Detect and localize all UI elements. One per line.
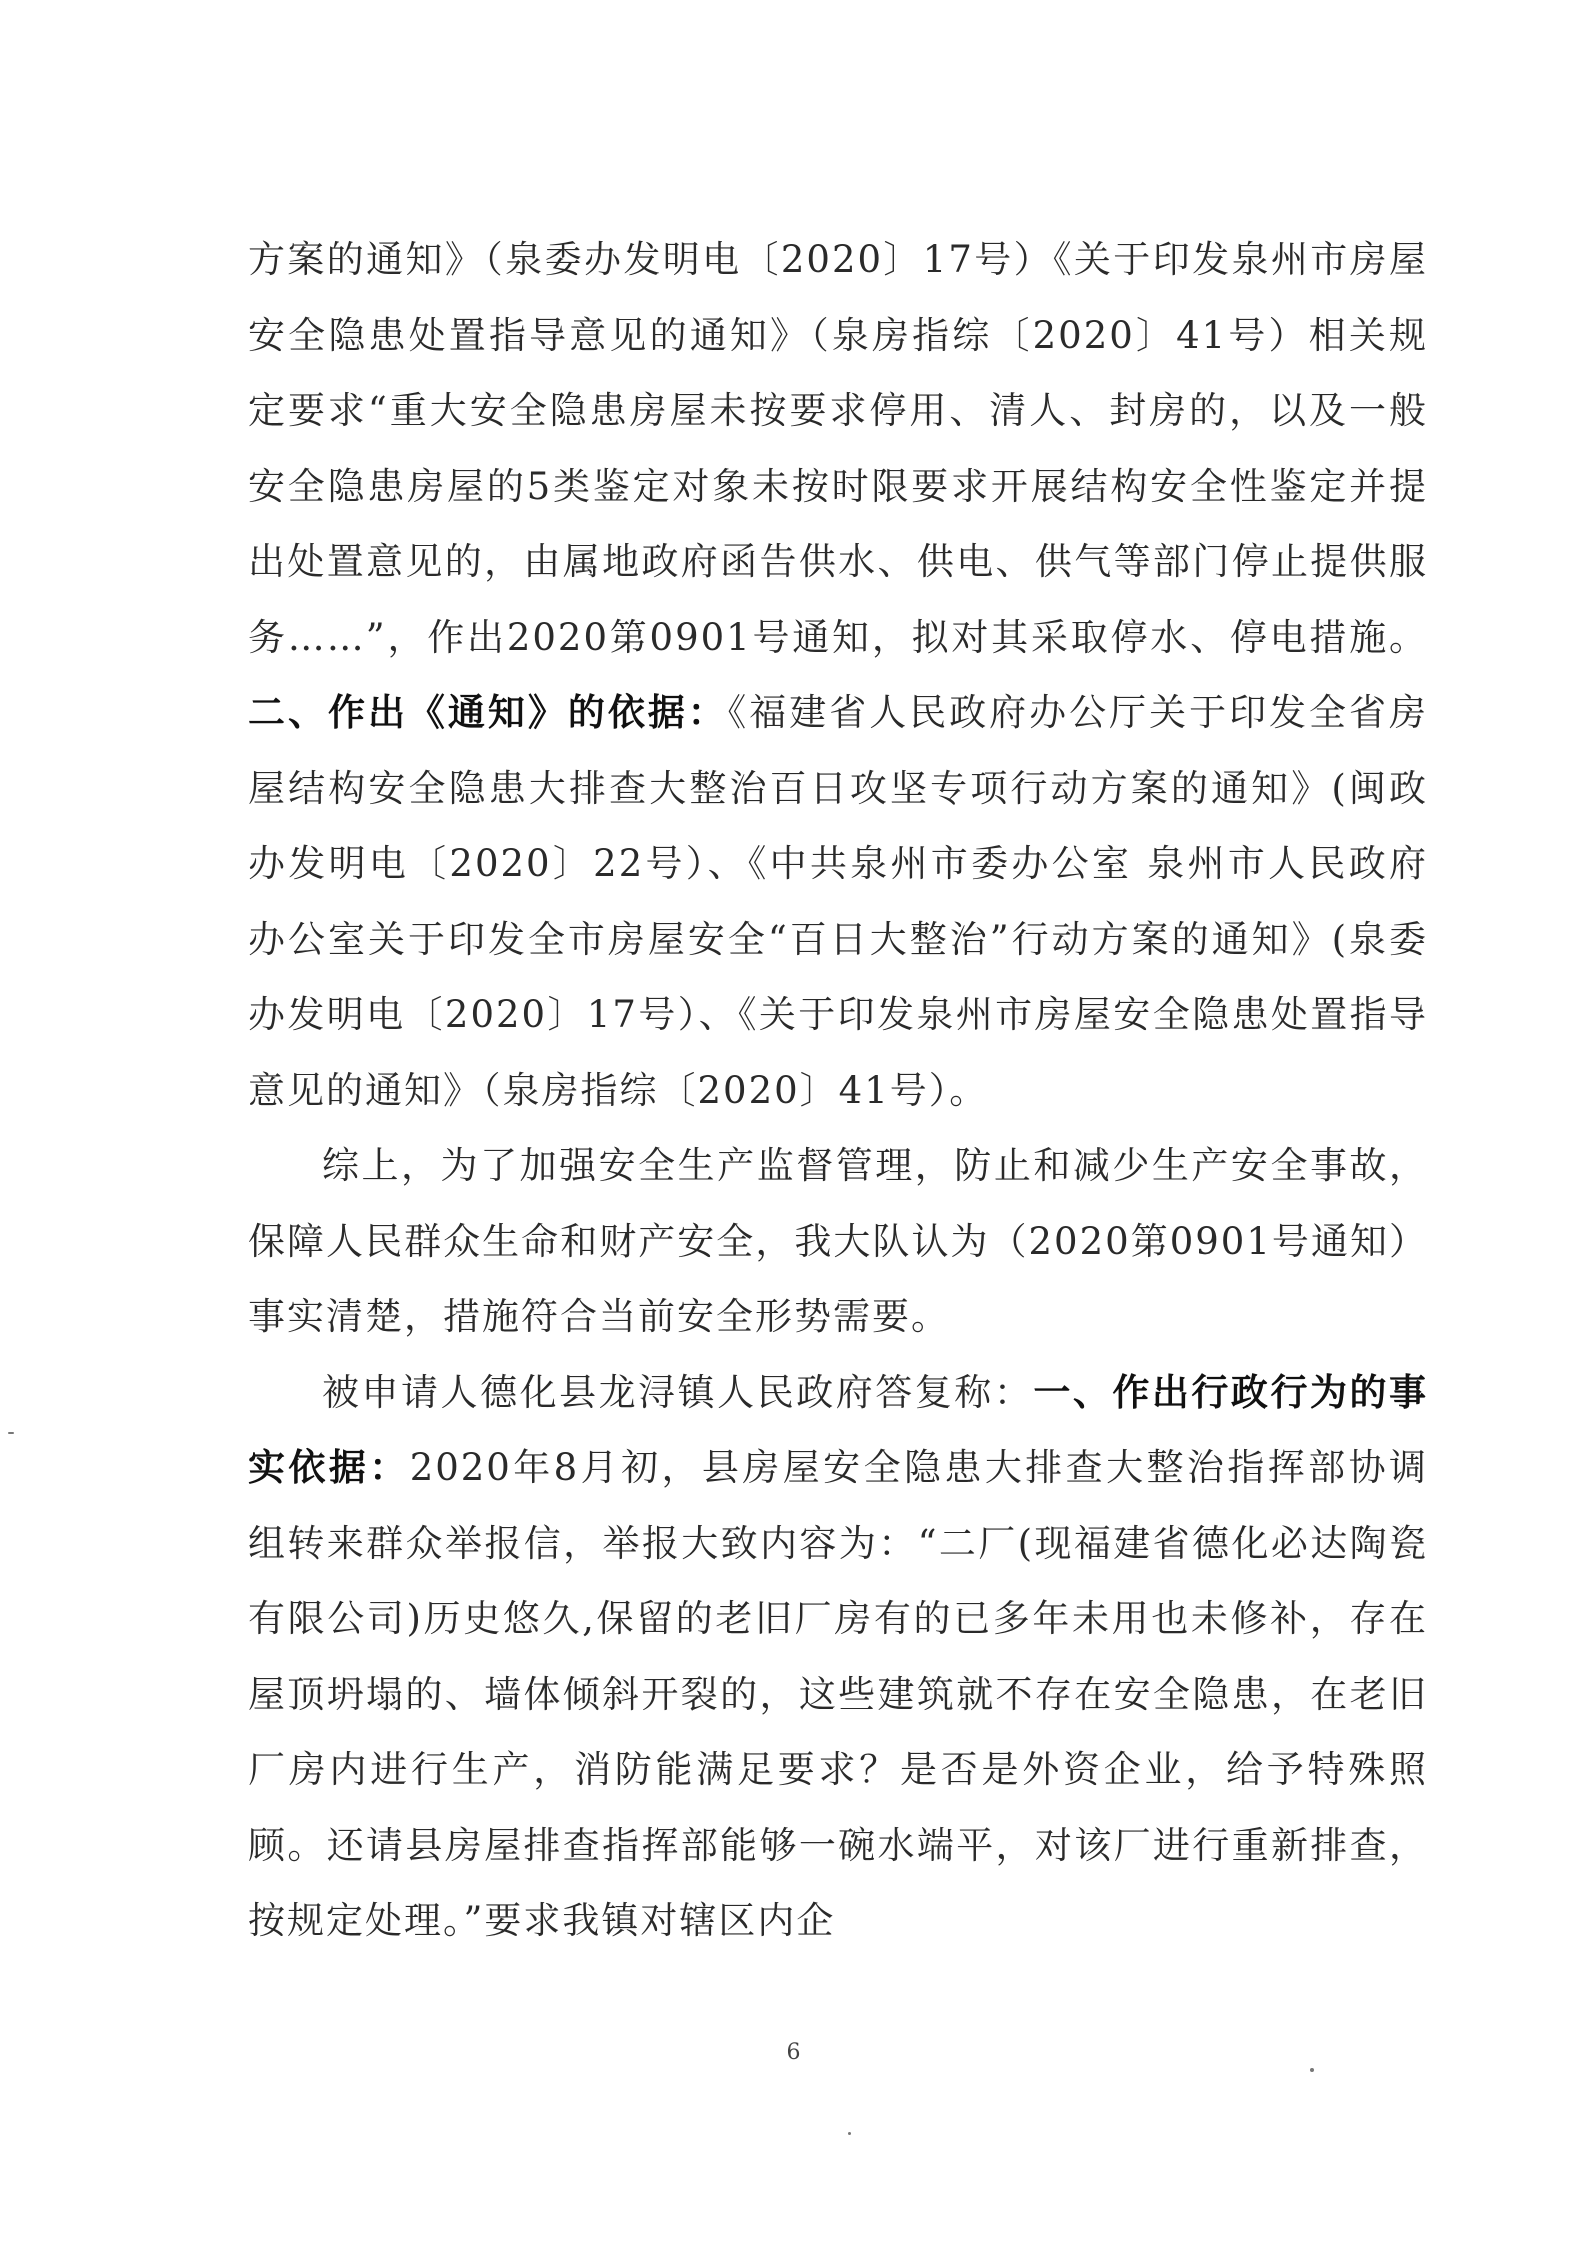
text-segment: 方案的通知》（泉委办发明电〔2020〕17号）《关于印发泉州市房屋安全隐患处置指导意见的通知》（泉房指综〔2020〕41号）相关规定要求“重大安全隐患房屋未按要求停用、清人、封房的，以及一般安全隐患房屋的5类鉴定对象未按时限要求开展结构安全性鉴定并提出处置意见的，由属地政府函告供水、供电、供气等部门停止提供服务……”，作出2020第0901号通知，拟对其采取停水、停电措施。 xyxy=(248,238,1428,659)
paragraph-respondent-reply xyxy=(248,1355,1428,1959)
heading-factual-basis: 一、作出行政行为的事实依据： xyxy=(248,1369,1429,1489)
scan-speck xyxy=(848,2132,851,2135)
text-segment: 综上，为了加强安全生产监督管理，防止和减少生产安全事故，保障人民群众生命和财产安全，我大队认为（2020第0901号通知）事实清楚，措施符合当前安全形势需要。 xyxy=(248,1144,1428,1338)
paragraph-conclusion xyxy=(248,1128,1428,1355)
paragraph-notice-basis xyxy=(248,222,1428,1128)
text-segment: 被申请人德化县龙浔镇人民政府答复称： xyxy=(322,1370,1034,1414)
scan-speck xyxy=(1310,2068,1314,2072)
heading-basis-of-notice: 二、作出《通知》的依据： xyxy=(248,690,728,734)
scan-speck xyxy=(8,1432,14,1434)
text-segment: 《福建省人民政府办公厅关于印发全省房屋结构安全隐患大排查大整治百日攻坚专项行动方案的通知》(闽政办发明电〔2020〕22号）、《中共泉州市委办公室 泉州市人民政府办公室关于印发全市房屋安全“百日大整治”行动方案的通知》(泉委办发明电〔2020〕17号）、《关于印发泉州市房屋安全隐患处置指导意见的通知》（泉房指综〔2020〕41号）。 xyxy=(248,691,1429,1112)
text-segment: 2020年8月初，县房屋安全隐患大排查大整治指挥部协调组转来群众举报信，举报大致内容为：“二厂(现福建省德化必达陶瓷有限公司)历史悠久,保留的老旧厂房有的已多年未用也未修补，存在屋顶坍塌的、墙体倾斜开裂的，这些建筑就不存在安全隐患，在老旧厂房内进行生产，消防能满足要求？是否是外资企业，给予特殊照顾。还请县房屋排查指挥部能够一碗水端平，对该厂进行重新排查，按规定处理。”要求我镇对辖区内企 xyxy=(248,1446,1429,1942)
document-body xyxy=(248,222,1428,1959)
page-number: 6 xyxy=(786,2040,801,2065)
